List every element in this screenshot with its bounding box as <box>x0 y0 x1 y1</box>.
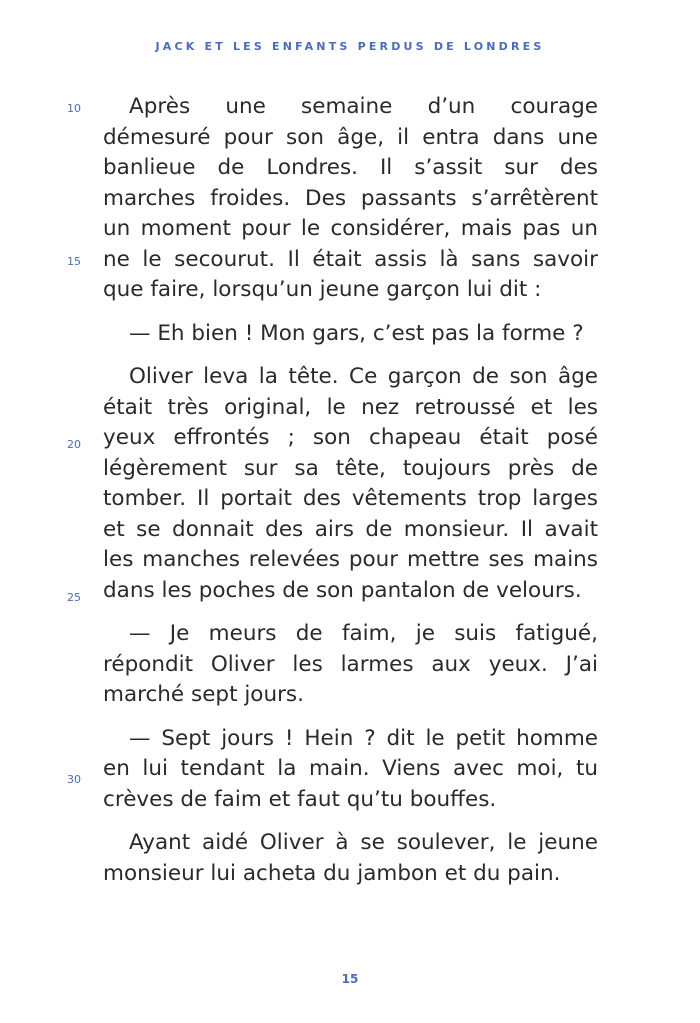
text-line: yeux effrontés ; son chapeau était posé <box>103 425 598 450</box>
text-line: — Eh bien ! Mon gars, c’est pas la forme ? <box>129 320 584 346</box>
text-line: marches froides. Des passants s’arrêtèrent <box>103 185 598 211</box>
line-number: 30 <box>67 773 81 786</box>
text-line: banlieue de Londres. Il s’assit sur des <box>103 155 598 180</box>
paragraph-1 <box>103 92 598 306</box>
paragraph-2 <box>103 319 598 350</box>
text-line: monsieur lui acheta du jambon et du pain. <box>103 860 561 886</box>
text-line: et se donnait des airs de monsieur. Il avait <box>103 516 598 542</box>
text-line: était très original, le nez retroussé et les <box>103 394 598 420</box>
text-line: marché sept jours. <box>103 682 304 707</box>
paragraph-6 <box>103 828 598 889</box>
text-line: tomber. Il portait des vêtements trop larges <box>103 486 598 511</box>
paragraph-4 <box>103 619 598 711</box>
text-line: démesuré pour son âge, il entra dans une <box>103 124 598 150</box>
text-line: dans les poches de son pantalon de velours. <box>103 577 582 603</box>
text-line: Ayant aidé Oliver à se soulever, le jeune <box>129 830 598 855</box>
paragraph-5 <box>103 724 598 816</box>
line-number: 10 <box>67 102 81 115</box>
text-line: Oliver leva la tête. Ce garçon de son âge <box>129 364 598 389</box>
text-line: les manches relevées pour mettre ses mains <box>103 547 598 572</box>
running-head: JACK ET LES ENFANTS PERDUS DE LONDRES <box>155 40 545 53</box>
body-text <box>103 92 598 889</box>
text-line: crèves de faim et faut qu’tu bouffes. <box>103 786 497 812</box>
line-number: 20 <box>67 438 81 451</box>
line-number: 15 <box>67 255 81 268</box>
paragraph-3 <box>103 362 598 606</box>
text-line: répondit Oliver les larmes aux yeux. J’ai <box>103 651 598 677</box>
text-line: ne le secourut. Il était assis là sans savoir <box>103 246 598 272</box>
page-number: 15 <box>341 972 359 986</box>
line-number: 25 <box>67 591 81 604</box>
text-line: légèrement sur sa tête, toujours près de <box>103 455 598 481</box>
text-line: — Je meurs de faim, je suis fatigué, <box>129 621 598 646</box>
text-line: en lui tendant la main. Viens avec moi, tu <box>103 756 598 781</box>
text-line: — Sept jours ! Hein ? dit le petit homme <box>129 725 598 751</box>
text-line: Après une semaine d’un courage <box>129 94 598 119</box>
text-line: que faire, lorsqu’un jeune garçon lui dit : <box>103 277 542 302</box>
text-line: un moment pour le considérer, mais pas un <box>103 216 598 241</box>
